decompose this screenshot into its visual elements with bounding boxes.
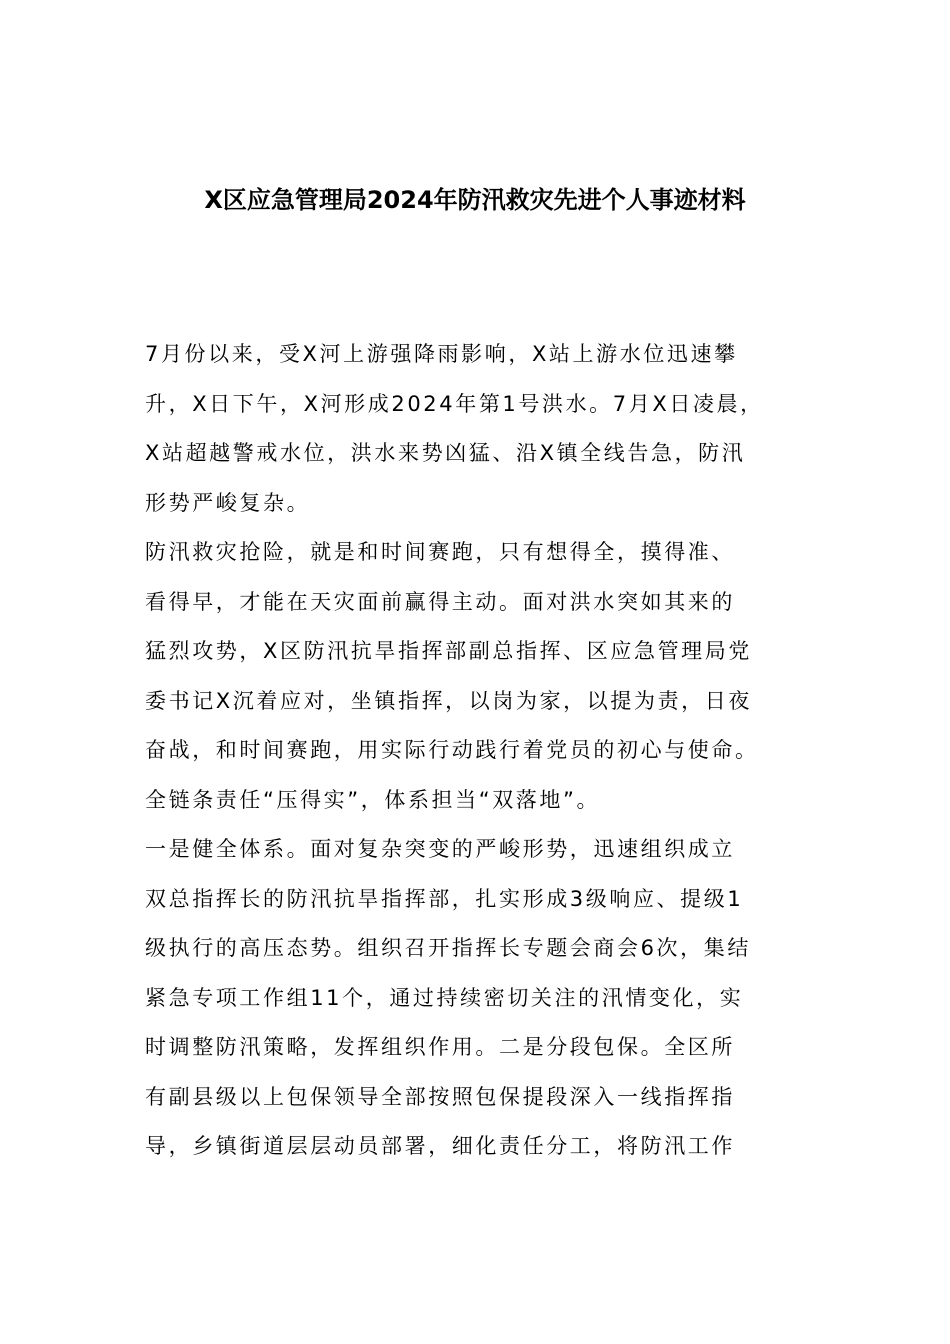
- text-line: 双总指挥长的防汛抗旱指挥部，扎实形成3级响应、提级1: [145, 886, 744, 911]
- text-line: X站超越警戒水位，洪水来势凶猛、沿X镇全线告急，防汛: [145, 441, 746, 465]
- paragraph-system-measures: [145, 825, 825, 1172]
- text-line: 委书记X沉着应对，坐镇指挥，以岗为家，以提为责，日夜: [145, 688, 752, 713]
- text-line: 看得早，才能在天灾面前赢得主动。面对洪水突如其来的: [145, 589, 735, 614]
- text-line: 导，乡镇街道层层动员部署，细化责任分工，将防汛工作: [145, 1134, 735, 1158]
- document-body: [145, 330, 825, 1172]
- paragraph-flood-situation: [145, 330, 825, 528]
- document-title: X区应急管理局2024年防汛救灾先进个人事迹材料: [204, 186, 746, 214]
- text-line: 全链条责任“压得实”，体系担当“双落地”。: [145, 787, 601, 812]
- text-line: 一是健全体系。面对复杂突变的严峻形势，迅速组织成立: [145, 837, 735, 861]
- section-heading: [145, 776, 825, 826]
- paragraph-race-against-time: [145, 528, 825, 776]
- text-line: 形势严峻复杂。: [145, 490, 311, 515]
- text-line: 时调整防汛策略，发挥组织作用。二是分段包保。全区所: [145, 1035, 735, 1059]
- text-line: 级执行的高压态势。组织召开指挥长专题会商会6次，集结: [145, 936, 751, 960]
- text-line: 奋战，和时间赛跑，用实际行动践行着党员的初心与使命。: [145, 738, 759, 762]
- text-line: 有副县级以上包保领导全部按照包保提段深入一线指挥指: [145, 1084, 735, 1109]
- text-line: 升，X日下午，X河形成2024年第1号洪水。7月X日凌晨，: [145, 391, 764, 416]
- text-line: 7月份以来，受X河上游强降雨影响，X站上游水位迅速攀: [145, 342, 738, 366]
- text-line: 防汛救灾抢险，就是和时间赛跑，只有想得全，摸得准、: [145, 540, 735, 564]
- text-line: 紧急专项工作组11个，通过持续密切关注的汛情变化，实: [145, 985, 744, 1010]
- text-line: 猛烈攻势，X区防汛抗旱指挥部副总指挥、区应急管理局党: [145, 639, 752, 663]
